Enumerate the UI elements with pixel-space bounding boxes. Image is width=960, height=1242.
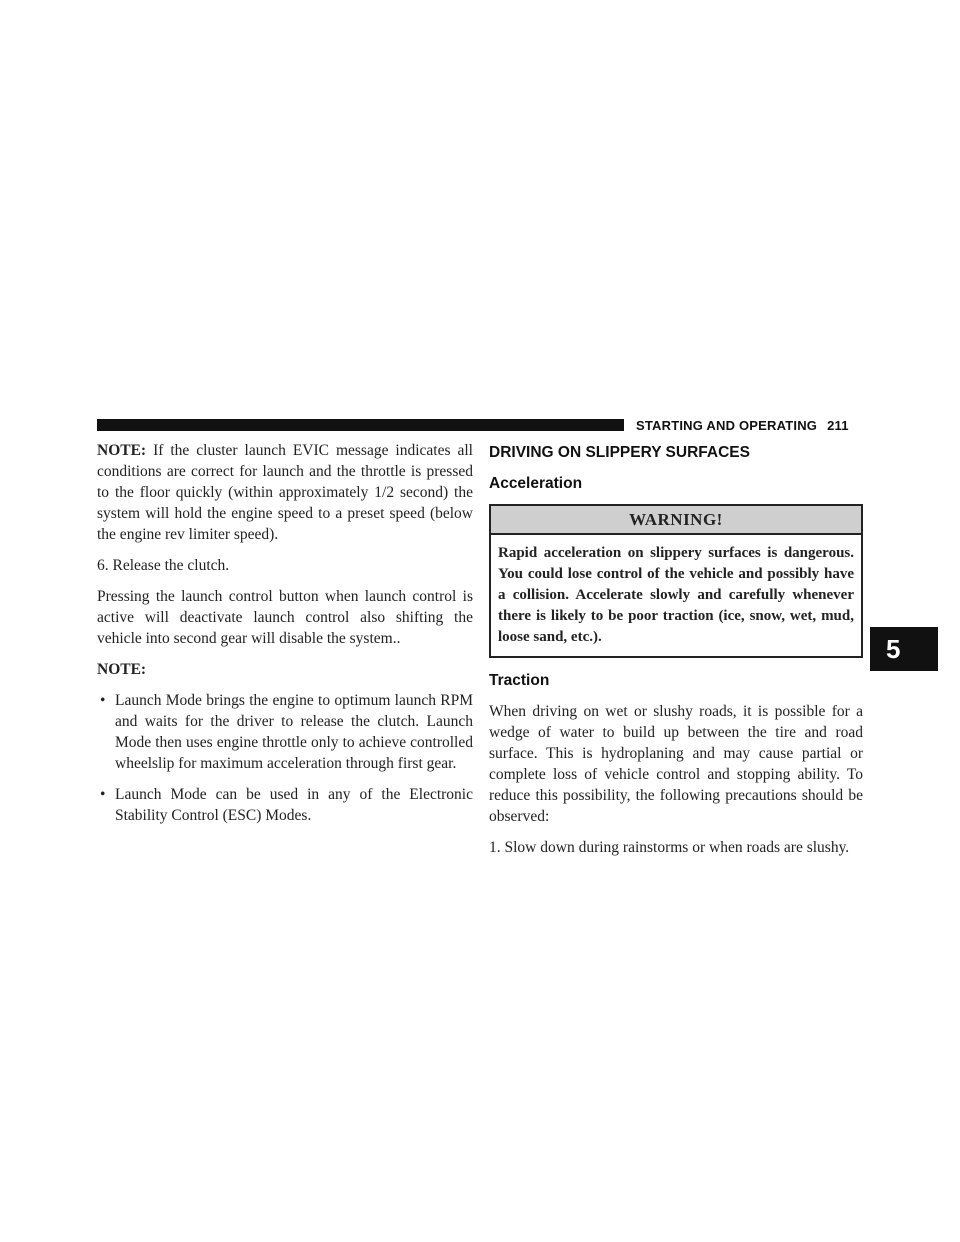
running-header bbox=[636, 418, 866, 433]
page-number: 211 bbox=[827, 418, 849, 433]
chapter-tab bbox=[870, 627, 938, 671]
header-rule bbox=[97, 419, 624, 431]
note-label: NOTE: bbox=[97, 442, 147, 459]
bullet-text: Launch Mode brings the engine to optimum launch RPM and waits for the driver to release the clutch. Launch Mode then uses engine throttle only to achieve controlled wheelslip for maximum acceleration through first gear. bbox=[115, 692, 473, 772]
warning-title: WARNING! bbox=[491, 506, 861, 535]
note2-label: NOTE: bbox=[97, 661, 147, 678]
step-1: 1. Slow down during rainstorms or when roads are slushy. bbox=[489, 839, 850, 856]
traction-paragraph: When driving on wet or slushy roads, it is possible for a wedge of water to build up between the tire and road surface. This is hydroplaning and may cause partial or complete loss of vehicle control and stopping ability. To reduce this possibility, the following precautions should be observed: bbox=[489, 703, 863, 825]
note-paragraph bbox=[97, 440, 473, 545]
note-text: If the cluster launch EVIC message indicates all conditions are correct for launch and the throttle is pressed to the floor quickly (within approximately 1/2 second) the system will hold the engine speed to a preset speed (below the engine rev limiter speed). bbox=[97, 442, 473, 543]
list-item bbox=[97, 784, 473, 826]
subheading-traction: Traction bbox=[489, 672, 550, 689]
left-column bbox=[97, 440, 473, 836]
list-item bbox=[97, 690, 473, 774]
section-title: STARTING AND OPERATING bbox=[636, 418, 818, 433]
chapter-number: 5 bbox=[886, 633, 901, 664]
bullet-text: Launch Mode can be used in any of the Electronic Stability Control (ESC) Modes. bbox=[115, 786, 473, 824]
step-6: 6. Release the clutch. bbox=[97, 557, 230, 574]
bullet-glyph: • bbox=[100, 786, 106, 803]
warning-text: Rapid acceleration on slippery surfaces is dangerous. You could lose control of the vehicle and possibly have a collision. Accelerate slowly and carefully whenever there is likely to be poor traction (ice, snow, wet, mud, loose sand, etc.). bbox=[498, 545, 854, 645]
launch-control-paragraph: Pressing the launch control button when launch control is active will deactivate launch control also shifting the vehicle into second gear will disable the system.. bbox=[97, 588, 473, 647]
right-column bbox=[489, 440, 863, 868]
warning-box bbox=[489, 504, 863, 658]
bullet-glyph: • bbox=[100, 692, 106, 709]
subheading-acceleration: Acceleration bbox=[489, 475, 583, 492]
section-heading: DRIVING ON SLIPPERY SURFACES bbox=[489, 444, 750, 461]
note-bullet-list bbox=[97, 690, 473, 826]
